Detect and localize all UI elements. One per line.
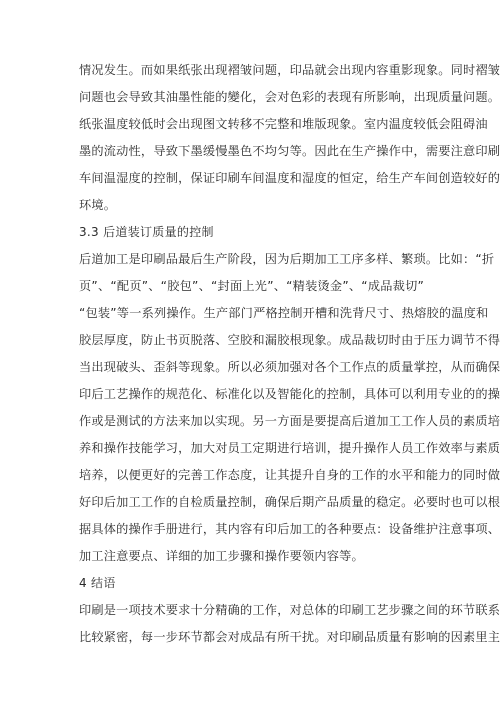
- paragraph-2-line-11: 据具体的操作手册进行，其内容有印后加工的各种要点：设备维护注意事项、: [79, 522, 500, 536]
- paragraph-1-line-3: 纸张温度较低时会出现图文转移不完整和堆版现象。室内温度较低会阻碍油: [79, 117, 488, 131]
- paragraph-2-line-9: 培养，以便更好的完善工作态度，让其提升自身的工作的水平和能力的同时做: [79, 468, 500, 482]
- paragraph-2-line-10: 好印后加工工作的自检质量控制，确保后期产品质量的稳定。必要时也可以根: [79, 495, 500, 509]
- paragraph-2-line-6: 印后工艺操作的规范化、标准化以及智能化的控制，具体可以利用专业的的操: [79, 387, 500, 401]
- paragraph-2-line-5: 当出现破头、歪斜等现象。所以必须加强对各个工作点的质量掌控，从而确保: [79, 360, 500, 374]
- paragraph-1-line-2: 问题也会导致其油墨性能的變化，会对色彩的表现有所影响，出现质量问题。: [79, 90, 500, 104]
- paragraph-3-line-2: 比较紧密，每一步环节都会对成品有所干扰。对印刷品质量有影响的因素里主: [79, 630, 500, 644]
- section-heading-3-3: 3.3 后道装订质量的控制: [79, 225, 214, 239]
- paragraph-2-line-7: 作或是测试的方法来加以实现。另一方面是要提高后道加工工作人员的素质培: [79, 414, 500, 428]
- paragraph-1-line-4: 墨的流动性，导致下墨缓慢墨色不均匀等。因此在生产操作中，需要注意印刷: [79, 144, 500, 158]
- paragraph-2-line-8: 养和操作技能学习，加大对员工定期进行培训，提升操作人员工作效率与素质: [79, 441, 500, 455]
- paragraph-1-line-6: 环境。: [79, 198, 117, 212]
- paragraph-2-line-2: 页”、“配页”、“胶包”、“封面上光”、“精装烫金”、“成品裁切”: [79, 279, 424, 293]
- section-heading-4: 4 结语: [79, 576, 116, 590]
- paragraph-3-line-1: 印刷是一项技术要求十分精确的工作，对总体的印刷工艺步骤之间的环节联系: [79, 603, 500, 617]
- paragraph-2-line-4: 胶层厚度，防止书页脱落、空胶和漏胶根现象。成品裁切时由于压力调节不得: [79, 333, 500, 347]
- paragraph-1-line-1: 情况发生。而如果纸张出现褶皱问题，印品就会出现内容重影现象。同时褶皱: [79, 63, 500, 77]
- paragraph-2-line-12: 加工注意要点、详细的加工步骤和操作要领内容等。: [79, 549, 364, 563]
- paragraph-1-line-5: 车间温湿度的控制，保证印刷车间温度和湿度的恒定，给生产车间创造较好的: [79, 171, 500, 185]
- paragraph-2-line-3: “包装”等一系列操作。生产部门严格控制开槽和洗背尺寸、热熔胶的温度和: [79, 306, 489, 320]
- paragraph-2-line-1: 后道加工是印刷品最后生产阶段，因为后期加工工序多样、繁琐。比如：“折: [79, 252, 495, 266]
